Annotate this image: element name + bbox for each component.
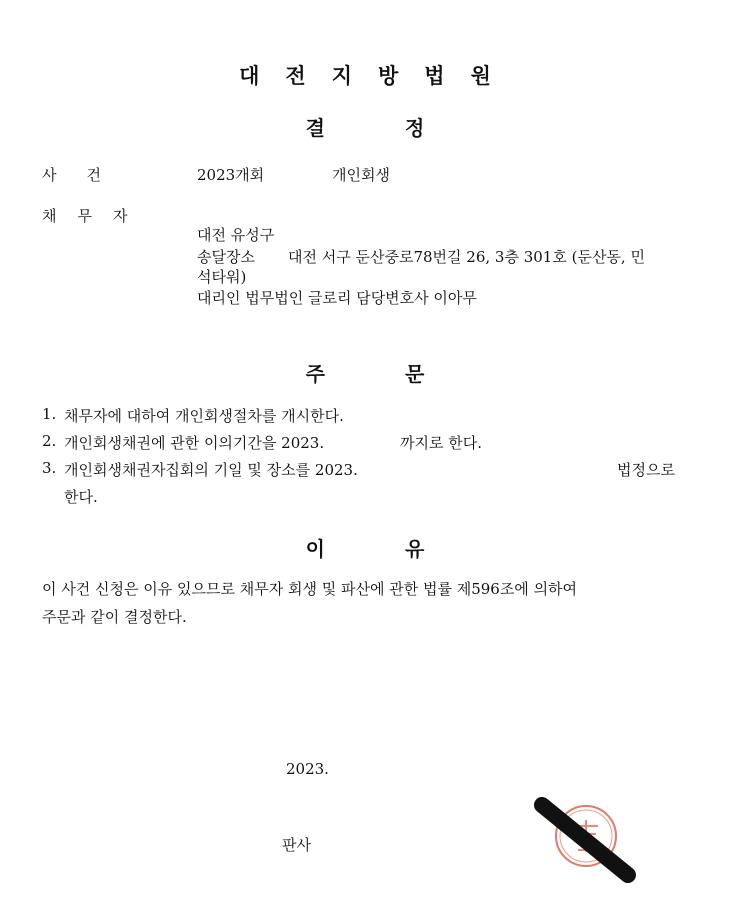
document-title: 결정 (305, 116, 505, 140)
case-type: 개인회생 (332, 166, 390, 184)
order-item-number: 3. (42, 459, 57, 477)
debtor-label: 채무자 (42, 207, 149, 225)
order-item-number: 2. (42, 432, 57, 450)
case-label: 사건 (42, 166, 131, 184)
case-number: 2023개회 (197, 166, 265, 184)
order-item-text: 채무자에 대하여 개인회생절차를 개시한다. (64, 407, 344, 425)
order-item-text: 개인회생채권에 관한 이의기간을 2023. (64, 434, 325, 452)
reason-line1: 이 사건 신청은 이유 있으므로 채무자 회생 및 파산에 관한 법률 제596조에 의하여 (42, 580, 578, 598)
debtor-agent: 대리인 법무법인 글로리 담당변호사 이아무 (197, 289, 477, 307)
delivery-label: 송달장소 (197, 248, 255, 266)
order-heading: 주문 (305, 362, 505, 386)
order-item-text: 한다. (64, 488, 98, 506)
judge-label: 판사 (282, 836, 311, 854)
order-item-text: 개인회생채권자집회의 기일 및 장소를 2023. (64, 461, 358, 479)
reason-line2: 주문과 같이 결정한다. (42, 608, 187, 626)
order-item-text: 까지로 한다. (400, 434, 482, 452)
debtor-address: 대전 유성구 (197, 226, 275, 244)
delivery-address-line2: 석타워) (197, 268, 247, 286)
order-item-text: 법정으로 (617, 461, 675, 479)
decision-date: 2023. (286, 760, 329, 778)
reason-heading: 이유 (305, 537, 505, 561)
court-name: 대전지방법원 (239, 64, 517, 88)
redaction-mark (530, 795, 640, 885)
delivery-address-line1: 대전 서구 둔산중로78번길 26, 3층 301호 (둔산동, 민 (288, 248, 645, 266)
order-item-number: 1. (42, 405, 57, 423)
